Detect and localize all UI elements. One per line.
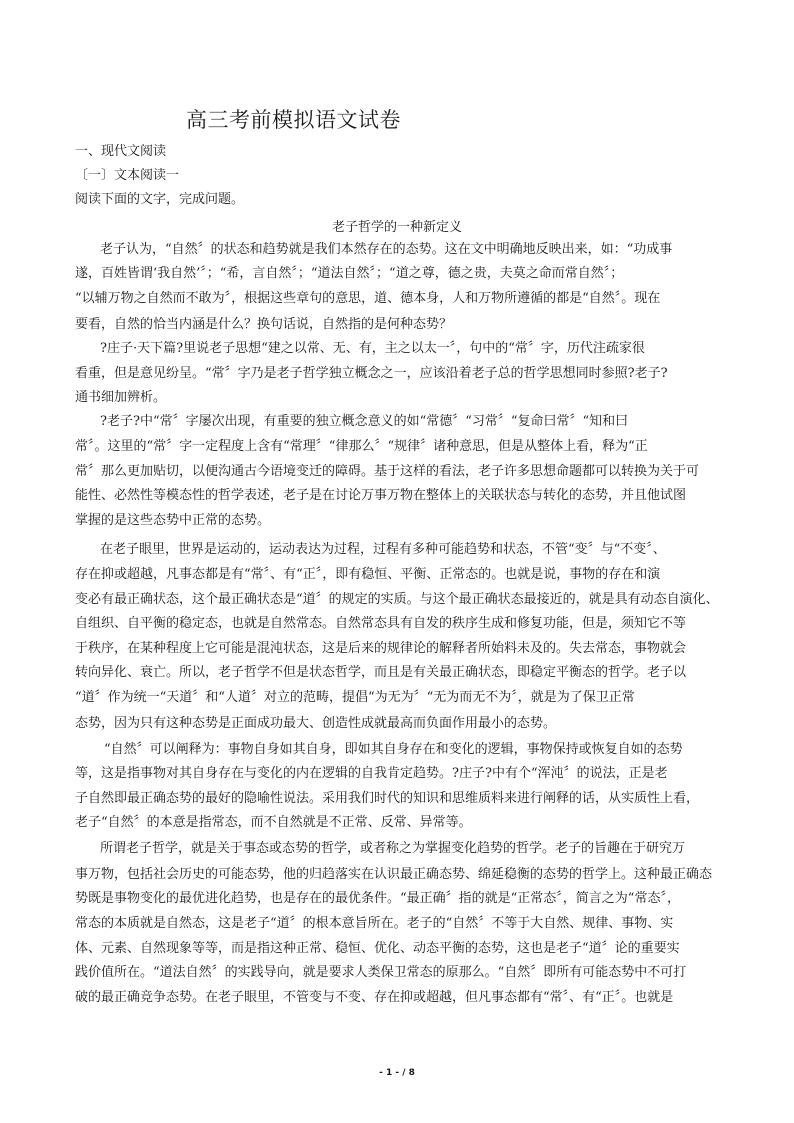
paragraph-line: 常〞。这里的“常〞字一定程度上含有“常理〞“律那么〞“规律〞诸种意思，但是从整体上看，释为“正 [75,439,648,454]
subsection-heading: 〔一〕文本阅读一 [75,168,180,183]
section-heading: 一、现代文阅读 [75,144,167,159]
exam-title: 高三考前模拟语文试卷 [186,108,401,132]
paragraph-line: 要看，自然的恰当内涵是什么？换句话说，自然指的是何种态势？ [75,317,453,332]
paragraph-line: “道〞作为统一“天道〞和“人道〞对立的范畴，提倡“为无为〞“无为而无不为〞，就是为了保卫正常 [75,690,635,705]
paragraph-line: 在老子眼里，世界是运动的，运动表达为过程，过程有多种可能趋势和状态，不管“变〞与“不变〞、 [100,542,666,557]
paragraph-line: 态势，因为只有这种态势是正面成功最大、创造性成就最高而负面作用最小的态势。 [75,716,557,731]
paragraph-line: 存在抑或超越，凡事态都是有“常〞、有“正〞，即有稳恒、平衡、正常态的。也就是说，事物的存在和演 [75,567,661,582]
paragraph-line: 体、元素、自然现象等等，而是指这种正常、稳恒、优化、动态平衡的态势，这也是老子“道〞论的重要实 [75,941,680,956]
paragraph-line: 遂，百姓皆谓‘我自然’〞；“希，言自然〞；“道法自然〞；“道之尊，德之贵，夫莫之命而常自然〞； [75,266,624,281]
paragraph-line: 子自然即最正确态势的最好的隐喻性说法。采用我们时代的知识和思维质料来进行阐释的话，从实质性上看， [75,791,700,806]
paragraph-line: 等，这是指事物对其自身存在与变化的内在逻辑的自我肯定趋势。?庄子?中有个“浑沌〞的说法，正是老 [75,766,668,781]
article-title: 老子哲学的一种新定义 [331,220,462,235]
paragraph-line: “自然〞可以阐释为：事物自身如其自身，即如其自身存在和变化的逻辑，事物保持或恢复自如的态势 [104,742,683,757]
paragraph-line: 掌握的是这些态势中正常的态势。 [75,513,271,528]
paragraph-line: 看重，但是意见纷呈。“常〞字乃是老子哲学独立概念之一，应该沿着老子总的哲学思想同时参照?老子? [75,366,668,381]
paragraph-line: 能性、必然性等模态性的哲学表述，老子是在讨论万事万物在整体上的关联状态与转化的态势，并且他试图 [75,488,687,503]
paragraph-line: 于秩序，在某种程度上它可能是混沌状态，这是后来的规律论的解释者所始料未及的。失去常态，事物就会 [75,641,687,656]
paragraph-line: 老子“自然〞的本意是指常态，而不自然就是不正常、反常、异常等。 [75,815,472,830]
paragraph-line: 常态的本质就是自然态，这是老子“道〞的根本意旨所在。老子的“自然〞不等于大自然、规律、事物、实 [75,916,674,931]
paragraph-line: 践价值所在。“道法自然〞的实践导向，就是要求人类保卫常态的原那么。“自然〞即所有可能态势中不可打 [75,965,687,980]
paragraph-line: 老子认为，“自然〞的状态和趋势就是我们本然存在的态势。这在文中明确地反映出来，如：“功成事 [100,242,673,257]
paragraph-line: 通书细加辨析。 [75,390,167,405]
paragraph-line: 自组织、自平衡的稳定态，也就是自然常态。自然常态具有自发的秩序生成和修复功能，但是，须知它不等 [75,616,687,631]
paragraph-line: 变必有最正确状态，这个最正确状态是“道〞的规定的实质。与这个最正确状态最接近的，就是具有动态自演化、 [75,592,719,607]
paragraph-line: 破的最正确竞争态势。在老子眼里，不管变与不变、存在抑或超越，但凡事态都有“常〞、有“正〞。也就是 [75,990,674,1005]
page-number: - 1 - / 8 [379,1068,415,1078]
paragraph-line: 势既是事物变化的最优进化趋势，也是存在的最优条件。“最正确〞指的就是“正常态〞，简言之为“常态〞， [75,891,680,906]
instruction-text: 阅读下面的文字，完成问题。 [75,192,245,207]
paragraph-line: 事万物，包括社会历史的可能态势，他的归趋落实在认识最正确态势、绵延稳衡的态势的哲学上。这种最正确态 [75,867,713,882]
paragraph-line: ?老子?中“常〞字屡次出现，有重要的独立概念意义的如“常德〞“习常〞“复命曰常〞“知和曰 [100,414,629,429]
paragraph-line: 所谓老子哲学，就是关于事态或态势的哲学，或者称之为掌握变化趋势的哲学。老子的旨趣在于研究万 [100,841,686,856]
paragraph-line: 常〞那么更加贴切，以便沟通古今语境变迁的障碍。基于这样的看法，老子许多思想命题都可以转换为关于可 [75,464,700,479]
paragraph-line: 转向异化、衰亡。所以，老子哲学不但是状态哲学，而且是有关最正确状态，即稳定平衡态的哲学。老子以 [75,665,687,680]
paragraph-line: ?庄子·天下篇?里说老子思想“建之以常、无、有，主之以太一〞，句中的“常〞字，历代注疏家很 [100,341,645,356]
paragraph-line: “以辅万物之自然而不敢为〞，根据这些章句的意思，道、德本身，人和万物所遵循的都是“自然〞。现在 [75,291,661,306]
